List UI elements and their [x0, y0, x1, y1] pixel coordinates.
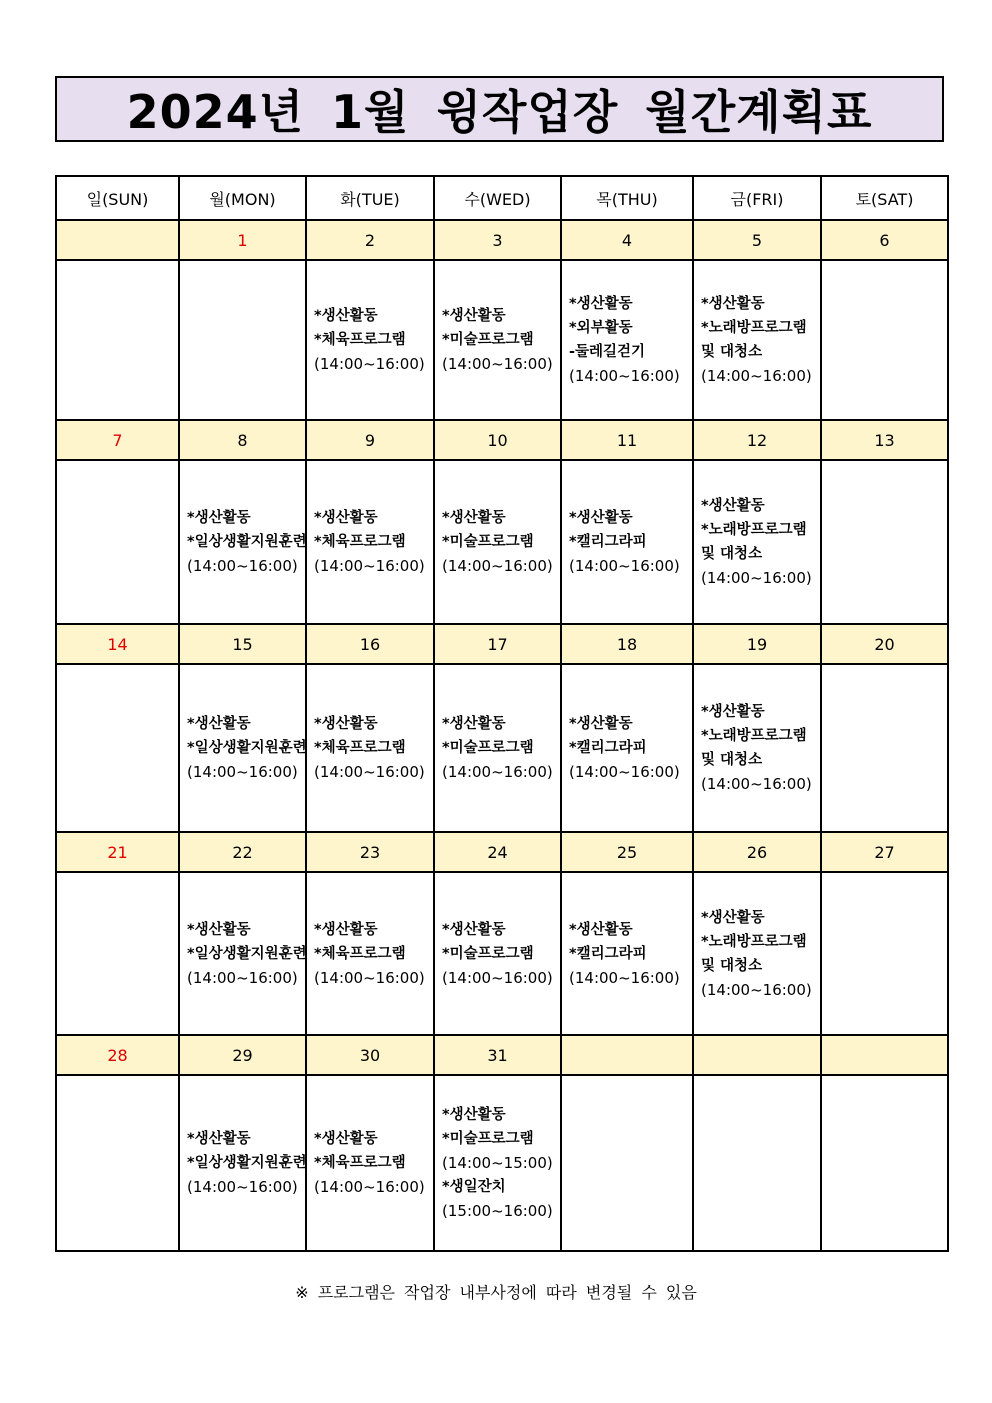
event-line: -둘레길걷기: [569, 344, 646, 360]
date-cell: 1: [179, 220, 306, 260]
date-cell: 4: [561, 220, 693, 260]
event-line: (14:00~16:00): [701, 367, 812, 385]
event-line: *생산활동: [314, 716, 378, 732]
event-line: 및 대청소: [701, 752, 763, 768]
event-line: (14:00~16:00): [569, 367, 680, 385]
event-line: (14:00~16:00): [701, 980, 812, 999]
event-line: *생산활동: [314, 921, 378, 938]
event-line: *노래방프로그램: [701, 728, 807, 744]
event-line: 및 대청소: [701, 957, 763, 974]
event-line: (14:00~16:00): [314, 763, 425, 781]
event-line: *노래방프로그램: [701, 320, 807, 336]
event-line: *체육프로그램: [314, 332, 406, 348]
event-line: *생산활동: [442, 510, 506, 526]
date-cell: [821, 1035, 948, 1075]
event-line: (14:00~16:00): [569, 968, 680, 987]
event-line: *생산활동: [442, 308, 506, 324]
day-cell: [821, 260, 948, 420]
footnote: ※ 프로그램은 작업장 내부사정에 따라 변경될 수 있음: [295, 1283, 697, 1302]
date-cell: [693, 1035, 821, 1075]
weekday-sat: 토(SAT): [821, 176, 948, 220]
event-line: (14:00~16:00): [314, 557, 425, 575]
event-line: (14:00~16:00): [187, 1178, 298, 1196]
day-cell: [179, 664, 306, 832]
event-line: *생산활동: [442, 716, 506, 732]
day-cell: [306, 460, 434, 624]
event-line: *체육프로그램: [314, 740, 406, 756]
event-line: *캘리그라피: [569, 945, 647, 962]
day-cell: [56, 664, 179, 832]
event-line: 및 대청소: [701, 344, 763, 360]
day-cell: [179, 260, 306, 420]
day-cell: [434, 664, 561, 832]
event-line: *생산활동: [187, 510, 251, 526]
event-line: *생산활동: [314, 1131, 378, 1147]
date-cell: 26: [693, 832, 821, 872]
event-line: *생일잔치: [442, 1179, 506, 1195]
date-cell: 28: [56, 1035, 179, 1075]
date-cell: 30: [306, 1035, 434, 1075]
event-line: *생산활동: [442, 1107, 506, 1123]
events-row: [56, 260, 948, 420]
event-line: (14:00~16:00): [701, 775, 812, 793]
event-line: (14:00~16:00): [442, 355, 553, 373]
date-cell: 13: [821, 420, 948, 460]
date-cell: [56, 220, 179, 260]
events-row: [56, 872, 948, 1035]
event-line: *생산활동: [314, 510, 378, 526]
weekday-header-row: [56, 176, 948, 220]
event-line: (14:00~16:00): [701, 569, 812, 587]
event-line: (14:00~16:00): [569, 557, 680, 575]
date-cell: 10: [434, 420, 561, 460]
date-cell: 23: [306, 832, 434, 872]
weekday-tue: 화(TUE): [306, 176, 434, 220]
day-cell: [306, 260, 434, 420]
event-line: *생산활동: [701, 296, 765, 312]
day-cell: [693, 460, 821, 624]
event-line: *생산활동: [569, 510, 633, 526]
day-cell: [561, 260, 693, 420]
event-line: (14:00~16:00): [187, 968, 298, 987]
date-cell: 17: [434, 624, 561, 664]
day-cell: [434, 1075, 561, 1251]
event-line: *노래방프로그램: [701, 522, 807, 538]
date-cell: 8: [179, 420, 306, 460]
event-line: (15:00~16:00): [442, 1202, 553, 1220]
day-cell: [821, 1075, 948, 1251]
event-line: (14:00~16:00): [314, 355, 425, 373]
event-line: *생산활동: [442, 921, 506, 938]
day-cell: [693, 260, 821, 420]
date-row: [56, 420, 948, 460]
day-cell: [306, 664, 434, 832]
day-cell: [821, 872, 948, 1035]
day-cell: [693, 872, 821, 1035]
event-line: *생산활동: [187, 921, 251, 938]
day-cell: [821, 664, 948, 832]
day-cell: [561, 1075, 693, 1251]
event-line: *체육프로그램: [314, 534, 406, 550]
date-cell: 27: [821, 832, 948, 872]
day-cell: [434, 460, 561, 624]
date-cell: 6: [821, 220, 948, 260]
date-cell: 22: [179, 832, 306, 872]
date-cell: [561, 1035, 693, 1075]
event-line: *일상생활지원훈련: [187, 740, 307, 756]
day-cell: [693, 1075, 821, 1251]
event-line: *생산활동: [187, 716, 251, 732]
date-cell: 2: [306, 220, 434, 260]
date-row: [56, 624, 948, 664]
date-cell: 9: [306, 420, 434, 460]
event-line: *미술프로그램: [442, 1131, 534, 1147]
event-line: *일상생활지원훈련: [187, 945, 307, 962]
event-line: *생산활동: [701, 498, 765, 514]
date-cell: 12: [693, 420, 821, 460]
event-line: (14:00~16:00): [314, 1178, 425, 1196]
event-line: *생산활동: [187, 1131, 251, 1147]
events-row: [56, 1075, 948, 1251]
date-row: [56, 220, 948, 260]
day-cell: [821, 460, 948, 624]
event-line: *생산활동: [314, 308, 378, 324]
event-line: *미술프로그램: [442, 945, 534, 962]
event-line: *일상생활지원훈련: [187, 1155, 307, 1171]
day-cell: [434, 872, 561, 1035]
event-line: *미술프로그램: [442, 534, 534, 550]
event-line: (14:00~15:00): [442, 1154, 553, 1172]
event-line: *생산활동: [701, 909, 765, 926]
weekday-sun: 일(SUN): [56, 176, 179, 220]
calendar-table: [55, 175, 949, 1252]
event-line: *캘리그라피: [569, 534, 647, 550]
day-cell: [179, 1075, 306, 1251]
events-row: [56, 460, 948, 624]
date-cell: 11: [561, 420, 693, 460]
event-line: (14:00~16:00): [442, 968, 553, 987]
day-cell: [561, 872, 693, 1035]
date-cell: 20: [821, 624, 948, 664]
weekday-thu: 목(THU): [561, 176, 693, 220]
day-cell: [56, 260, 179, 420]
day-cell: [179, 460, 306, 624]
event-line: *노래방프로그램: [701, 933, 807, 950]
event-line: *생산활동: [569, 716, 633, 732]
date-cell: 5: [693, 220, 821, 260]
event-line: (14:00~16:00): [442, 763, 553, 781]
date-cell: 29: [179, 1035, 306, 1075]
date-cell: 14: [56, 624, 179, 664]
event-line: *미술프로그램: [442, 740, 534, 756]
day-cell: [56, 460, 179, 624]
page-title: 2024년 1월 윙작업장 월간계획표: [55, 76, 944, 142]
date-row: [56, 832, 948, 872]
date-cell: 25: [561, 832, 693, 872]
date-cell: 18: [561, 624, 693, 664]
date-cell: 19: [693, 624, 821, 664]
date-cell: 21: [56, 832, 179, 872]
event-line: (14:00~16:00): [187, 557, 298, 575]
event-line: *외부활동: [569, 320, 633, 336]
event-line: *생산활동: [569, 296, 633, 312]
day-cell: [56, 872, 179, 1035]
day-cell: [693, 664, 821, 832]
date-row: [56, 1035, 948, 1075]
weekday-wed: 수(WED): [434, 176, 561, 220]
event-line: *일상생활지원훈련: [187, 534, 307, 550]
event-line: *생산활동: [701, 704, 765, 720]
day-cell: [561, 664, 693, 832]
event-line: (14:00~16:00): [187, 763, 298, 781]
event-line: *캘리그라피: [569, 740, 647, 756]
date-cell: 24: [434, 832, 561, 872]
event-line: (14:00~16:00): [569, 763, 680, 781]
date-cell: 15: [179, 624, 306, 664]
day-cell: [56, 1075, 179, 1251]
event-line: *미술프로그램: [442, 332, 534, 348]
day-cell: [179, 872, 306, 1035]
day-cell: [434, 260, 561, 420]
date-cell: 7: [56, 420, 179, 460]
event-line: (14:00~16:00): [442, 557, 553, 575]
event-line: *체육프로그램: [314, 945, 406, 962]
event-line: *생산활동: [569, 921, 633, 938]
weekday-mon: 월(MON): [179, 176, 306, 220]
day-cell: [306, 872, 434, 1035]
event-line: (14:00~16:00): [314, 968, 425, 987]
day-cell: [561, 460, 693, 624]
event-line: 및 대청소: [701, 546, 763, 562]
date-cell: 16: [306, 624, 434, 664]
events-row: [56, 664, 948, 832]
date-cell: 31: [434, 1035, 561, 1075]
date-cell: 3: [434, 220, 561, 260]
weekday-fri: 금(FRI): [693, 176, 821, 220]
event-line: *체육프로그램: [314, 1155, 406, 1171]
day-cell: [306, 1075, 434, 1251]
